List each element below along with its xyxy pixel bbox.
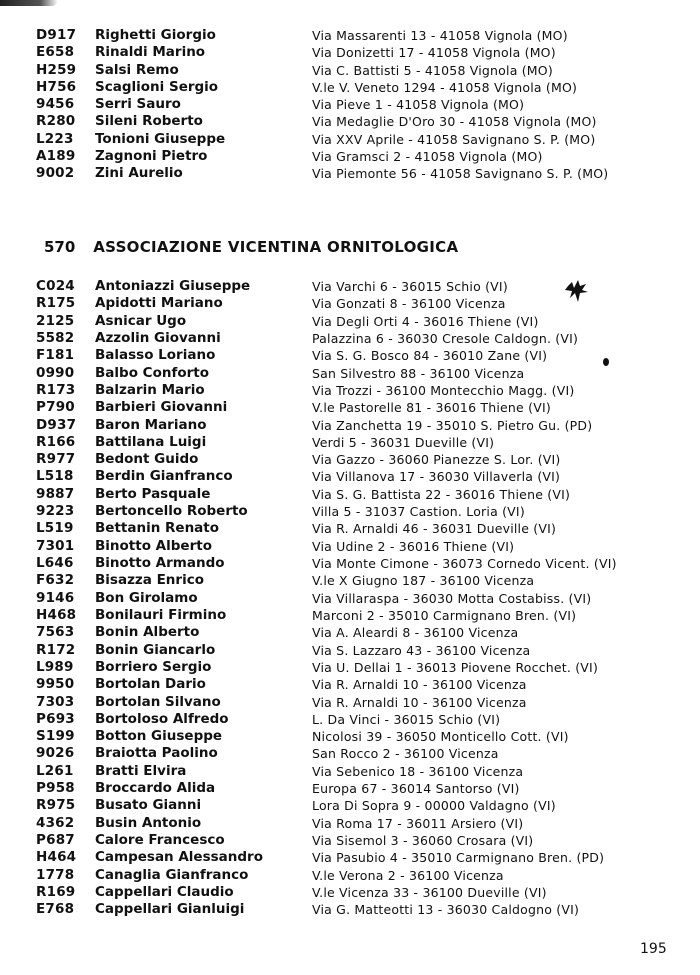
member-row	[36, 330, 676, 347]
member-name: Berdin Gianfranco	[95, 468, 233, 485]
member-address: Villa 5 - 31037 Castion. Loria (VI)	[312, 504, 525, 520]
member-address: V.le V. Veneto 1294 - 41058 Vignola (MO)	[312, 79, 578, 95]
member-address: Via S. G. Bosco 84 - 36010 Zane (VI)	[312, 348, 548, 364]
member-row	[36, 399, 676, 416]
member-row	[36, 538, 676, 555]
member-row	[36, 555, 676, 572]
member-row	[36, 642, 676, 659]
member-code: P790	[36, 399, 75, 416]
member-address: Via Donizetti 17 - 41058 Vignola (MO)	[312, 45, 556, 61]
member-name: Campesan Alessandro	[95, 849, 263, 866]
member-code: L518	[36, 468, 74, 485]
member-address: Via Gonzati 8 - 36100 Vicenza	[312, 296, 506, 312]
member-address: Via XXV Aprile - 41058 Savignano S. P. (MO)	[312, 131, 596, 147]
member-code: R175	[36, 295, 76, 312]
member-code: 7303	[36, 693, 75, 710]
member-address: Via R. Arnaldi 46 - 36031 Dueville (VI)	[312, 521, 557, 537]
member-code: 9146	[36, 589, 75, 606]
member-address: Europa 67 - 36014 Santorso (VI)	[312, 781, 520, 797]
member-code: L223	[36, 130, 74, 147]
member-row	[36, 780, 676, 797]
member-address: Via Medaglie D'Oro 30 - 41058 Vignola (MO)	[312, 114, 597, 130]
member-address: Via Piemonte 56 - 41058 Savignano S. P. (MO)	[312, 166, 609, 182]
member-address: Via Varchi 6 - 36015 Schio (VI)	[312, 279, 508, 294]
member-name: Sileni Roberto	[95, 113, 203, 130]
member-address: Palazzina 6 - 36030 Cresole Caldogn. (VI)	[312, 330, 579, 346]
member-name: Braiotta Paolino	[95, 745, 218, 762]
member-name: Bortoloso Alfredo	[95, 710, 229, 727]
member-name: Battilana Luigi	[95, 433, 207, 450]
member-code: 9456	[36, 96, 75, 113]
member-list-vicentina	[36, 278, 676, 919]
member-address: Marconi 2 - 35010 Carmignano Bren. (VI)	[312, 607, 577, 623]
section-header	[44, 236, 644, 258]
member-code: L989	[36, 658, 74, 675]
member-code: R173	[36, 381, 76, 398]
member-row	[36, 607, 676, 624]
member-address: Via S. Lazzaro 43 - 36100 Vicenza	[312, 642, 531, 658]
member-row	[36, 884, 676, 901]
page-number: 195	[640, 941, 667, 957]
member-name: Binotto Alberto	[95, 537, 212, 554]
member-name: Bratti Elvira	[95, 762, 187, 779]
member-code: F181	[36, 347, 75, 364]
member-code: H464	[36, 849, 77, 866]
member-address: V.le Pastorelle 81 - 36016 Thiene (VI)	[312, 400, 551, 416]
member-code: 7301	[36, 537, 75, 554]
member-code: E658	[36, 44, 75, 61]
member-name: Azzolin Giovanni	[95, 329, 221, 346]
section-title: ASSOCIAZIONE VICENTINA ORNITOLOGICA	[93, 238, 459, 256]
member-code: H259	[36, 61, 77, 78]
ink-blot-mark	[562, 276, 592, 306]
member-row	[36, 745, 676, 762]
member-name: Bonin Alberto	[95, 624, 200, 641]
member-code: P958	[36, 780, 75, 797]
member-row	[36, 417, 676, 434]
member-code: S199	[36, 728, 75, 745]
member-name: Righetti Giorgio	[95, 27, 216, 43]
ink-dot-mark	[601, 356, 611, 368]
member-code: R280	[36, 113, 76, 130]
member-address: Via A. Aleardi 8 - 36100 Vicenza	[312, 625, 519, 641]
member-name: Balbo Conforto	[95, 364, 209, 381]
member-address: Nicolosi 39 - 36050 Monticello Cott. (VI)	[312, 729, 569, 745]
member-name: Asnicar Ugo	[95, 312, 187, 329]
member-address: Via C. Battisti 5 - 41058 Vignola (MO)	[312, 62, 553, 78]
member-address: Via Sebenico 18 - 36100 Vicenza	[312, 763, 524, 779]
member-row	[36, 520, 676, 537]
member-code: C024	[36, 278, 75, 294]
member-name: Rinaldi Marino	[95, 44, 206, 61]
member-code: D917	[36, 27, 77, 43]
member-code: L519	[36, 520, 74, 537]
member-row	[36, 503, 676, 520]
member-name: Antoniazzi Giuseppe	[95, 278, 251, 294]
member-name: Bedont Guido	[95, 451, 199, 468]
member-name: Baron Mariano	[95, 416, 207, 433]
member-address: Via Villanova 17 - 36030 Villaverla (VI)	[312, 469, 561, 485]
member-code: 7563	[36, 624, 75, 641]
member-name: Bertoncello Roberto	[95, 503, 248, 520]
member-address: Via Villaraspa - 36030 Motta Costabiss. (VI)	[312, 590, 592, 606]
member-row	[36, 165, 676, 182]
member-address: Via G. Matteotti 13 - 36030 Caldogno (VI)	[312, 902, 580, 918]
member-row	[36, 79, 676, 96]
member-name: Cappellari Gianluigi	[95, 901, 245, 918]
member-name: Bortolan Silvano	[95, 693, 221, 710]
member-row	[36, 624, 676, 641]
member-code: H756	[36, 78, 77, 95]
member-row	[36, 763, 676, 780]
member-address: Via Monte Cimone - 36073 Cornedo Vicent. (VI)	[312, 556, 617, 571]
member-code: 9950	[36, 676, 75, 693]
member-name: Apidotti Mariano	[95, 295, 223, 312]
member-row	[36, 832, 676, 849]
member-address: Via U. Dellai 1 - 36013 Piovene Rocchet. (VI)	[312, 659, 599, 675]
member-row	[36, 867, 676, 884]
member-address: V.le Verona 2 - 36100 Vicenza	[312, 867, 504, 883]
member-name: Zagnoni Pietro	[95, 148, 208, 165]
member-address: Via Gramsci 2 - 41058 Vignola (MO)	[312, 149, 543, 165]
member-name: Busin Antonio	[95, 814, 202, 831]
member-code: F632	[36, 572, 75, 589]
member-name: Canaglia Gianfranco	[95, 866, 249, 883]
member-address: Via Udine 2 - 36016 Thiene (VI)	[312, 538, 515, 554]
member-code: R172	[36, 641, 76, 658]
member-address: L. Da Vinci - 36015 Schio (VI)	[312, 711, 501, 727]
member-row	[36, 313, 676, 330]
member-code: P687	[36, 832, 75, 848]
member-row	[36, 728, 676, 745]
member-address: Lora Di Sopra 9 - 00000 Valdagno (VI)	[312, 798, 556, 814]
member-code: 1778	[36, 866, 75, 883]
member-row	[36, 96, 676, 113]
member-name: Busato Gianni	[95, 797, 202, 814]
member-address: Via Roma 17 - 36011 Arsiero (VI)	[312, 815, 524, 831]
member-address: Via S. G. Battista 22 - 36016 Thiene (VI)	[312, 486, 571, 502]
member-row	[36, 434, 676, 451]
member-address: Via Gazzo - 36060 Pianezze S. Lor. (VI)	[312, 452, 561, 468]
member-address: Via Massarenti 13 - 41058 Vignola (MO)	[312, 28, 568, 43]
member-address: Via Sisemol 3 - 36060 Crosara (VI)	[312, 833, 534, 848]
member-address: Via Degli Orti 4 - 36016 Thiene (VI)	[312, 313, 539, 329]
member-name: Calore Francesco	[95, 832, 225, 848]
member-code: R166	[36, 433, 76, 450]
member-row	[36, 113, 676, 130]
member-address: Verdi 5 - 36031 Dueville (VI)	[312, 434, 495, 450]
member-row	[36, 694, 676, 711]
member-row	[36, 572, 676, 589]
member-code: 9026	[36, 745, 75, 762]
member-name: Broccardo Alida	[95, 780, 216, 797]
member-row	[36, 382, 676, 399]
member-name: Bon Girolamo	[95, 589, 198, 606]
member-name: Salsi Remo	[95, 61, 179, 78]
member-code: 9002	[36, 165, 75, 182]
member-row	[36, 468, 676, 485]
member-address: Via R. Arnaldi 10 - 36100 Vicenza	[312, 677, 527, 693]
member-address: San Rocco 2 - 36100 Vicenza	[312, 746, 499, 762]
member-code: 9223	[36, 503, 75, 520]
member-row	[36, 44, 676, 61]
member-address: Via Pasubio 4 - 35010 Carmignano Bren. (PD)	[312, 850, 605, 866]
member-list-previous-section	[36, 27, 676, 183]
member-address: Via R. Arnaldi 10 - 36100 Vicenza	[312, 694, 527, 710]
member-name: Bortolan Dario	[95, 676, 206, 693]
member-address: Via Pieve 1 - 41058 Vignola (MO)	[312, 97, 525, 113]
member-name: Borriero Sergio	[95, 658, 212, 675]
member-name: Botton Giuseppe	[95, 728, 223, 745]
member-code: D937	[36, 416, 77, 433]
member-name: Bettanin Renato	[95, 520, 220, 537]
member-row	[36, 486, 676, 503]
member-name: Tonioni Giuseppe	[95, 130, 226, 147]
member-row	[36, 148, 676, 165]
member-code: A189	[36, 148, 76, 165]
member-code: 9887	[36, 485, 75, 502]
member-row	[36, 347, 676, 364]
member-row	[36, 711, 676, 728]
member-code: P693	[36, 710, 75, 727]
member-code: R977	[36, 451, 76, 468]
member-row	[36, 27, 676, 44]
member-code: L261	[36, 762, 74, 779]
member-row	[36, 62, 676, 79]
section-number: 570	[44, 238, 76, 256]
member-row	[36, 901, 676, 918]
member-address: V.le X Giugno 187 - 36100 Vicenza	[312, 573, 535, 589]
member-code: H468	[36, 606, 77, 623]
member-code: E768	[36, 901, 75, 918]
member-code: L646	[36, 555, 74, 571]
member-name: Bonin Giancarlo	[95, 641, 216, 658]
member-name: Cappellari Claudio	[95, 883, 234, 900]
member-name: Bonilauri Firmino	[95, 606, 227, 623]
member-row	[36, 659, 676, 676]
member-name: Scaglioni Sergio	[95, 78, 219, 95]
member-address: V.le Vicenza 33 - 36100 Dueville (VI)	[312, 884, 547, 900]
member-name: Bisazza Enrico	[95, 572, 204, 589]
member-name: Berto Pasquale	[95, 485, 211, 502]
member-name: Binotto Armando	[95, 555, 225, 571]
member-name: Zini Aurelio	[95, 165, 183, 182]
member-row	[36, 131, 676, 148]
member-name: Balzarin Mario	[95, 381, 205, 398]
member-row	[36, 676, 676, 693]
member-name: Barbieri Giovanni	[95, 399, 228, 416]
member-address: San Silvestro 88 - 36100 Vicenza	[312, 365, 525, 381]
member-row	[36, 365, 676, 382]
member-code: 5582	[36, 329, 75, 346]
member-address: Via Zanchetta 19 - 35010 S. Pietro Gu. (PD)	[312, 417, 593, 433]
member-row	[36, 590, 676, 607]
member-code: 4362	[36, 814, 75, 831]
member-row	[36, 451, 676, 468]
member-name: Balasso Loriano	[95, 347, 216, 364]
member-name: Serri Sauro	[95, 96, 181, 113]
member-code: R169	[36, 883, 76, 900]
member-address: Via Trozzi - 36100 Montecchio Magg. (VI)	[312, 382, 575, 398]
member-code: R975	[36, 797, 76, 814]
member-row	[36, 849, 676, 866]
member-row	[36, 797, 676, 814]
member-code: 2125	[36, 312, 75, 329]
member-row	[36, 815, 676, 832]
member-code: 0990	[36, 364, 75, 381]
scan-corner-mark	[0, 0, 58, 6]
